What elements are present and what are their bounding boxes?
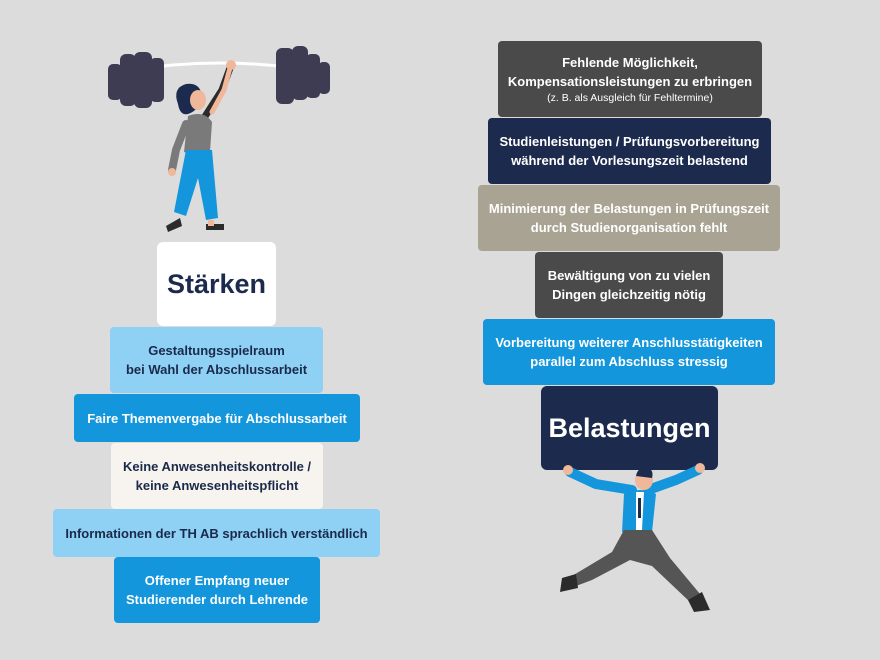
woman-lifting-barbell-icon [100,40,340,250]
man-carrying-stack-icon [520,462,720,632]
burden-item [488,118,771,184]
burden-item-line: Fehlende Möglichkeit, [562,55,698,70]
strengths-title-box [157,242,276,326]
burden-item-note: (z. B. als Ausgleich für Fehltermine) [547,92,713,104]
strengths-title: Stärken [166,269,267,299]
burden-item-line: Minimierung der Belastungen in Prüfungszeit [488,201,770,216]
burden-item [535,252,723,318]
strength-item-line: keine Anwesenheitspflicht [135,478,299,493]
burdens-title-box [541,386,718,470]
burden-item [483,319,775,385]
strength-item [74,394,360,442]
burden-item-line: Dingen gleichzeitig nötig [552,287,706,302]
strength-item [114,557,320,623]
strength-item-line: Faire Themenvergabe für Abschlussarbeit [87,410,347,426]
burdens-title: Belastungen [548,413,711,443]
burden-item [478,185,780,251]
burden-item-line: Kompensationsleistungen zu erbringen [507,74,753,89]
burden-item [498,41,762,117]
strength-item-line: Studierender durch Lehrende [125,592,309,607]
strength-item [53,509,380,557]
burden-item-line: während der Vorlesungszeit belastend [511,153,748,168]
burden-item-line: Studienleistungen / Prüfungsvorbereitung [499,134,760,149]
strength-item-line: Gestaltungsspielraum [148,343,285,358]
strength-item-line: Keine Anwesenheitskontrolle / [122,459,312,474]
strength-item [110,327,323,393]
burden-item-line: parallel zum Abschluss stressig [530,354,728,369]
burden-item-line: Vorbereitung weiterer Anschlusstätigkeiten [495,335,763,350]
strength-item-line: bei Wahl der Abschlussarbeit [125,362,308,377]
burden-item-line: Bewältigung von zu vielen [547,268,711,283]
burden-item-line: durch Studienorganisation fehlt [530,220,728,235]
strength-item-line: Offener Empfang neuer [144,573,290,588]
strength-item [111,443,323,509]
strength-item-line: Informationen der TH AB sprachlich verständlich [65,525,368,541]
